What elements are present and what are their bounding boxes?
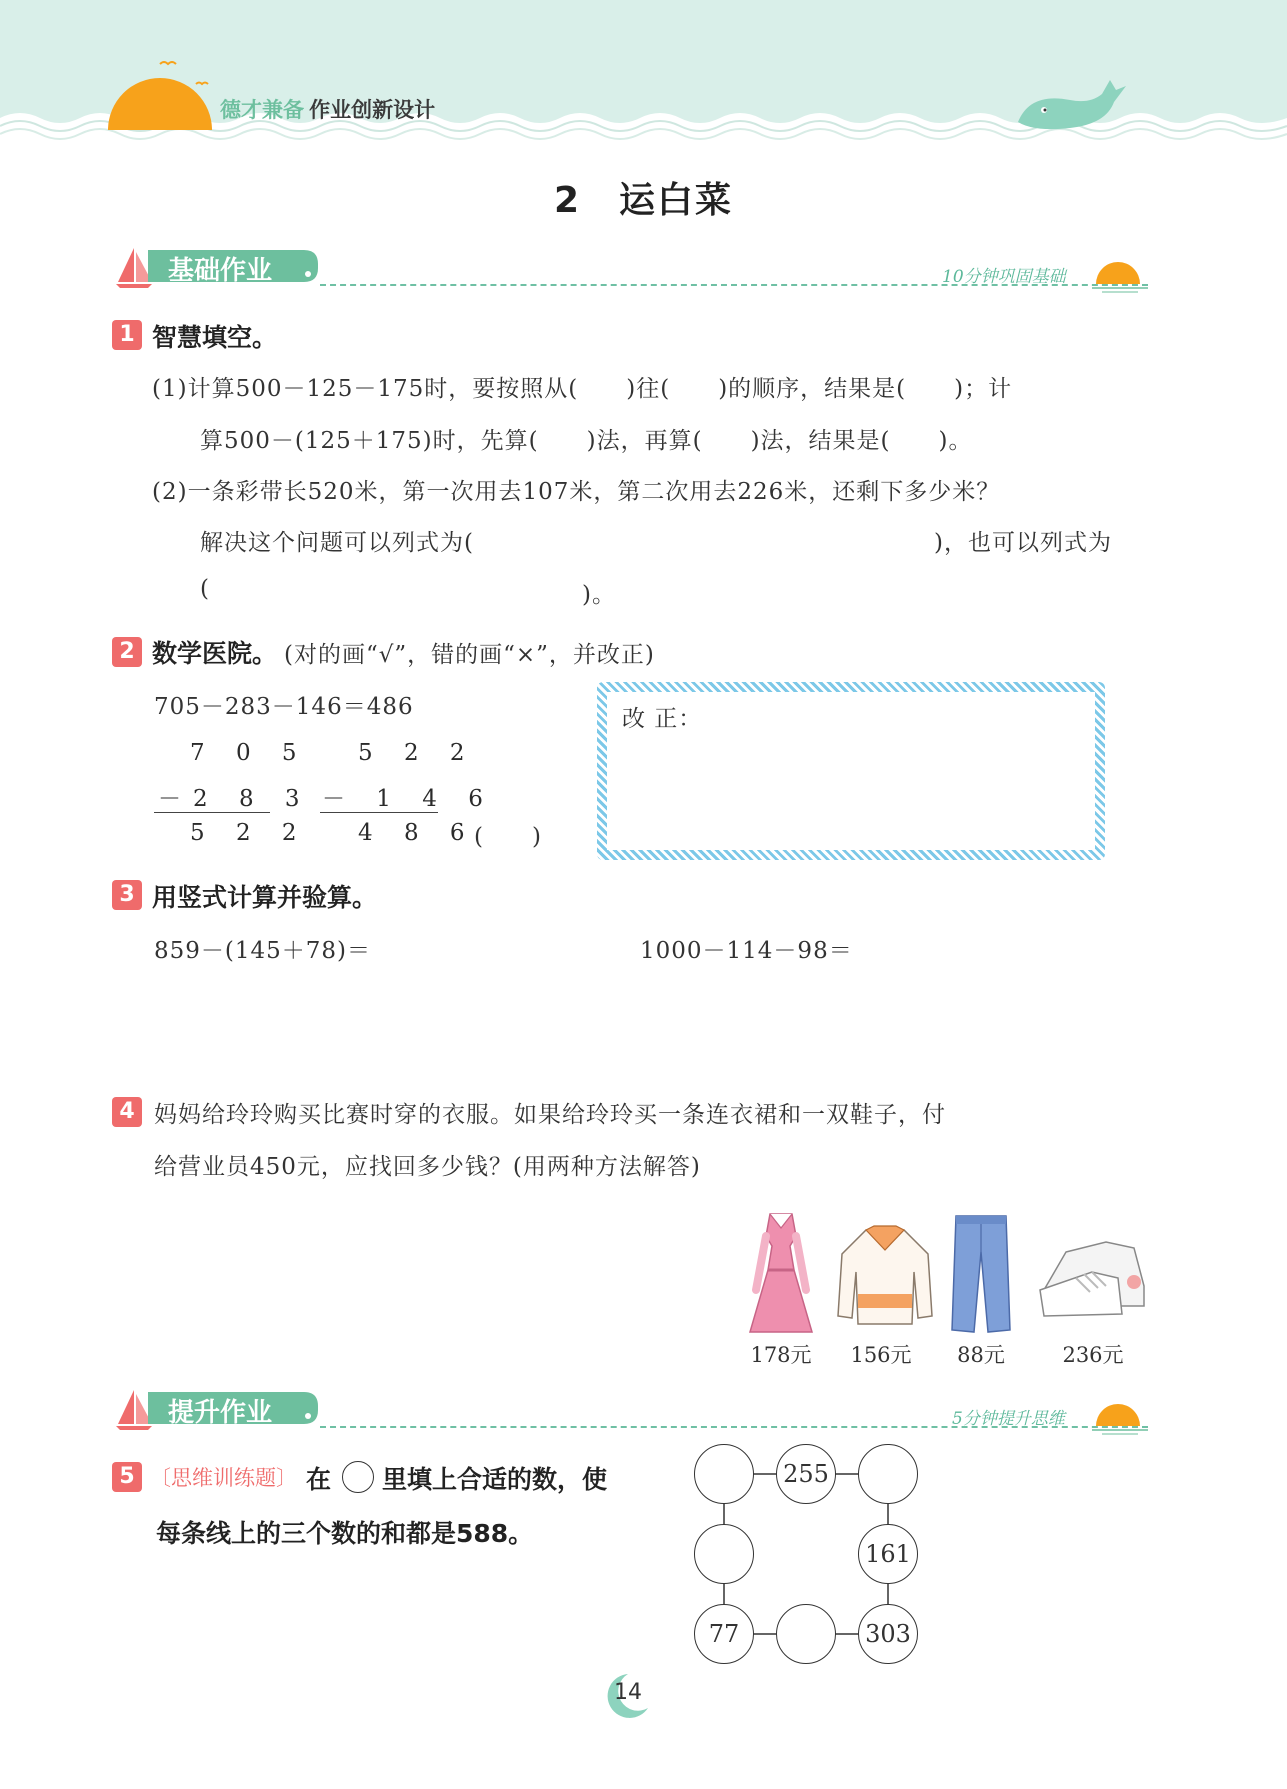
q1-line-5b: )。 bbox=[582, 582, 616, 608]
calc1-mid: －2 8 3 bbox=[158, 786, 312, 812]
jeans-icon bbox=[950, 1212, 1012, 1336]
correction-label: 改 正： bbox=[622, 706, 703, 732]
lesson-title: 2 运白菜 bbox=[553, 180, 734, 221]
small-sun-icon bbox=[1092, 254, 1148, 294]
brand-subtitle: 作业创新设计 bbox=[309, 98, 436, 122]
brand-name: 德才兼备 bbox=[220, 98, 304, 122]
whale-icon bbox=[1010, 72, 1130, 134]
grid-circle-top-left[interactable] bbox=[694, 1444, 754, 1504]
brand-title bbox=[220, 94, 435, 124]
question-number-1: 1 bbox=[112, 320, 142, 350]
q1-line-3: (2)一条彩带长520米，第一次用去107米，第二次用去226米，还剩下多少米？ bbox=[152, 479, 1001, 505]
q1-line-2: 算500－(125＋175)时，先算( )法，再算( )法，结果是( )。 bbox=[200, 428, 973, 454]
question-number-5: 5 bbox=[112, 1462, 142, 1492]
q1-line-5a: ( bbox=[200, 576, 210, 602]
calc1-rule bbox=[154, 812, 270, 813]
question-number-3: 3 bbox=[112, 880, 142, 910]
grid-circle-bot-mid[interactable] bbox=[776, 1604, 836, 1664]
section-label-basic: 基础作业 bbox=[168, 256, 273, 286]
section-note-advanced: 5分钟提升思维 bbox=[952, 1409, 1065, 1429]
circle-symbol-icon bbox=[342, 1461, 374, 1493]
grid-circle-top-mid: 255 bbox=[776, 1444, 836, 1504]
q1-line-4b: )，也可以列式为 bbox=[934, 530, 1112, 556]
small-sun-icon bbox=[1092, 1396, 1148, 1436]
q2-instruction: (对的画“√”，错的画“×”，并改正) bbox=[284, 642, 655, 668]
price-dress: 178元 bbox=[750, 1343, 812, 1367]
calc2-bottom: 4 8 6 bbox=[358, 820, 477, 846]
shoes-icon bbox=[1036, 1232, 1148, 1324]
grid-circle-bot-right: 303 bbox=[858, 1604, 918, 1664]
calc2-mid: － 1 4 6 bbox=[322, 786, 495, 812]
grid-circle-mid-right: 161 bbox=[858, 1524, 918, 1584]
q5-title-b: 里填上合适的数，使 bbox=[382, 1465, 608, 1494]
calc1-bottom: 5 2 2 bbox=[190, 820, 309, 846]
section-label-advanced: 提升作业 bbox=[168, 1398, 273, 1428]
q5-tag: 〔思维训练题〕 bbox=[150, 1466, 297, 1490]
calc2-top: 5 2 2 bbox=[358, 740, 477, 766]
price-jeans: 88元 bbox=[957, 1343, 1005, 1367]
jacket-icon bbox=[836, 1224, 934, 1332]
grid-circle-bot-left: 77 bbox=[694, 1604, 754, 1664]
section-note-basic: 10分钟巩固基础 bbox=[942, 267, 1066, 287]
q2-judge-bracket[interactable]: ( ) bbox=[474, 824, 542, 850]
q5-line-2: 每条线上的三个数的和都是588。 bbox=[156, 1519, 534, 1548]
calc1-top: 7 0 5 bbox=[190, 740, 309, 766]
q4-line-2: 给营业员450元，应找回多少钱？(用两种方法解答) bbox=[154, 1154, 701, 1180]
question-title-2: 数学医院。 bbox=[152, 639, 278, 668]
price-shoes: 236元 bbox=[1062, 1343, 1124, 1367]
question-number-2: 2 bbox=[112, 637, 142, 667]
page-number: 14 bbox=[614, 1680, 642, 1705]
question-title-1: 智慧填空。 bbox=[152, 323, 278, 352]
q5-title-a: 在 bbox=[306, 1465, 332, 1494]
dress-icon bbox=[748, 1210, 814, 1336]
q2-equation: 705－283－146＝486 bbox=[154, 694, 414, 720]
grid-circle-mid-left[interactable] bbox=[694, 1524, 754, 1584]
sun-icon bbox=[100, 56, 220, 130]
question-title-3: 用竖式计算并验算。 bbox=[152, 883, 378, 912]
q3-expression-2: 1000－114－98＝ bbox=[640, 938, 853, 964]
grid-circle-top-right[interactable] bbox=[858, 1444, 918, 1504]
question-number-4: 4 bbox=[112, 1097, 142, 1127]
calc2-rule bbox=[320, 812, 438, 813]
q4-line-1: 妈妈给玲玲购买比赛时穿的衣服。如果给玲玲买一条连衣裙和一双鞋子，付 bbox=[154, 1102, 946, 1128]
q1-line-1: (1)计算500－125－175时，要按照从( )往( )的顺序，结果是( )；计 bbox=[152, 376, 1013, 402]
q3-expression-1: 859－(145＋78)＝ bbox=[154, 938, 372, 964]
q1-line-4a: 解决这个问题可以列式为( bbox=[200, 530, 474, 556]
price-jacket: 156元 bbox=[850, 1343, 912, 1367]
